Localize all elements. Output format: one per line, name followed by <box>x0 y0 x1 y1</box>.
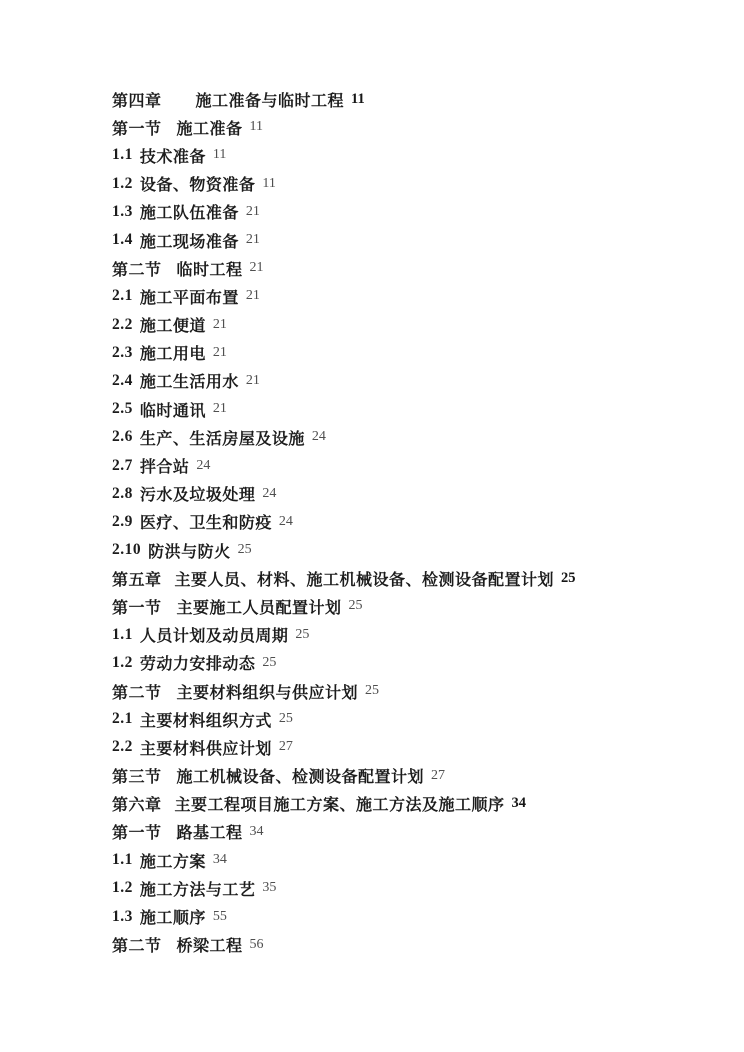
toc-entry-number: 1.1 <box>112 625 133 643</box>
toc-entry[interactable] <box>112 423 714 451</box>
toc-entry[interactable] <box>112 818 714 846</box>
toc-entry-title: 施工生活用水 <box>139 372 239 392</box>
toc-entry-page-number: 25 <box>348 598 363 614</box>
toc-entry-page-number: 11 <box>351 90 365 107</box>
toc-entry-page-number: 24 <box>196 457 211 473</box>
toc-entry-page-number: 55 <box>212 908 227 924</box>
toc-entry-number: 2.10 <box>112 541 142 559</box>
toc-entry[interactable] <box>112 649 714 677</box>
toc-entry[interactable] <box>112 931 714 959</box>
toc-entry[interactable] <box>112 451 714 479</box>
toc-entry-page-number: 21 <box>245 232 260 248</box>
toc-entry-number: 2.3 <box>112 343 133 361</box>
toc-entry-page-number: 25 <box>295 626 310 642</box>
toc-entry[interactable] <box>112 705 714 733</box>
toc-entry-page-number: 21 <box>212 316 227 332</box>
toc-entry-number: 第三节 <box>112 767 162 787</box>
toc-entry-title: 医疗、卫生和防疫 <box>139 513 272 533</box>
toc-entry-page-number: 11 <box>249 119 264 135</box>
toc-entry-title: 施工准备与临时工程 <box>195 90 345 110</box>
toc-entry[interactable] <box>112 339 714 367</box>
toc-entry[interactable] <box>112 592 714 620</box>
toc-entry-number: 第一节 <box>112 597 162 617</box>
toc-entry-number: 第一节 <box>112 823 162 843</box>
toc-entry-title: 桥梁工程 <box>176 936 243 956</box>
toc-entry-number: 1.1 <box>112 851 133 869</box>
toc-entry[interactable] <box>112 141 714 169</box>
toc-entry-page-number: 35 <box>262 880 277 896</box>
toc-entry-number: 2.2 <box>112 315 133 333</box>
toc-entry[interactable] <box>112 480 714 508</box>
toc-entry-number: 第二节 <box>112 936 162 956</box>
toc-entry-page-number: 56 <box>249 936 264 952</box>
toc-entry-number: 2.7 <box>112 456 133 474</box>
toc-entry[interactable] <box>112 395 714 423</box>
toc-entry-title: 主要工程项目施工方案、施工方法及施工顺序 <box>174 795 505 815</box>
toc-entry-page-number: 21 <box>212 401 227 417</box>
toc-entry-title: 施工用电 <box>139 344 206 364</box>
toc-entry-number: 2.4 <box>112 371 133 389</box>
toc-entry-page-number: 25 <box>278 711 293 727</box>
toc-entry[interactable] <box>112 762 714 790</box>
toc-entry-number: 1.2 <box>112 174 133 192</box>
toc-entry-number: 1.3 <box>112 202 133 220</box>
toc-entry-number: 1.1 <box>112 146 133 164</box>
toc-entry-title: 技术准备 <box>139 146 206 166</box>
toc-entry-title: 劳动力安排动态 <box>139 654 256 674</box>
toc-entry[interactable] <box>112 226 714 254</box>
toc-entry-page-number: 21 <box>245 288 260 304</box>
toc-entry[interactable] <box>112 198 714 226</box>
toc-entry-number: 第二节 <box>112 259 162 279</box>
toc-entry-page-number: 25 <box>561 569 576 586</box>
toc-entry-number: 第二节 <box>112 682 162 702</box>
toc-entry-title: 主要材料组织与供应计划 <box>176 682 359 702</box>
toc-list <box>112 85 714 959</box>
toc-entry-title: 生产、生活房屋及设施 <box>139 428 305 448</box>
toc-entry-title: 污水及垃圾处理 <box>139 485 256 505</box>
toc-entry[interactable] <box>112 564 714 592</box>
toc-entry-title: 施工队伍准备 <box>139 203 239 223</box>
toc-entry[interactable] <box>112 846 714 874</box>
toc-entry-number: 2.2 <box>112 738 133 756</box>
toc-entry[interactable] <box>112 902 714 930</box>
toc-entry-page-number: 11 <box>262 175 276 191</box>
toc-entry-title: 拌合站 <box>139 457 190 477</box>
toc-entry[interactable] <box>112 85 714 113</box>
toc-entry[interactable] <box>112 536 714 564</box>
toc-entry-number: 2.8 <box>112 484 133 502</box>
toc-entry[interactable] <box>112 113 714 141</box>
toc-entry-number: 2.1 <box>112 287 133 305</box>
toc-entry-title: 施工现场准备 <box>139 231 239 251</box>
toc-entry-page-number: 21 <box>249 260 264 276</box>
toc-entry-number: 第六章 <box>112 795 162 815</box>
toc-entry-title: 施工准备 <box>176 118 243 138</box>
toc-entry-number: 2.1 <box>112 710 133 728</box>
toc-entry-title: 临时通讯 <box>139 400 206 420</box>
toc-entry-number: 1.2 <box>112 653 133 671</box>
toc-entry[interactable] <box>112 874 714 902</box>
toc-entry-page-number: 25 <box>262 654 277 670</box>
toc-entry-title: 主要施工人员配置计划 <box>176 597 342 617</box>
toc-entry[interactable] <box>112 621 714 649</box>
toc-entry-page-number: 25 <box>365 683 380 699</box>
toc-entry-number: 2.6 <box>112 428 133 446</box>
toc-entry-title: 施工机械设备、检测设备配置计划 <box>176 767 425 787</box>
toc-entry[interactable] <box>112 254 714 282</box>
toc-entry-number: 1.3 <box>112 907 133 925</box>
toc-entry-number: 2.9 <box>112 512 133 530</box>
toc-entry-title: 主要材料供应计划 <box>139 738 272 758</box>
toc-entry-title: 设备、物资准备 <box>139 175 256 195</box>
toc-entry[interactable] <box>112 367 714 395</box>
toc-entry-number: 1.4 <box>112 231 133 249</box>
toc-entry-page-number: 24 <box>278 513 293 529</box>
toc-entry-page-number: 24 <box>311 429 326 445</box>
toc-entry-number: 1.2 <box>112 879 133 897</box>
toc-entry-number: 2.5 <box>112 400 133 418</box>
toc-entry-title: 主要材料组织方式 <box>139 710 272 730</box>
toc-entry-title: 施工便道 <box>139 316 206 336</box>
toc-entry-title: 防洪与防火 <box>148 541 231 561</box>
toc-entry-title: 施工平面布置 <box>139 287 239 307</box>
toc-entry-page-number: 21 <box>245 203 260 219</box>
toc-entry-title: 人员计划及动员周期 <box>139 626 289 646</box>
toc-entry[interactable] <box>112 282 714 310</box>
toc-entry[interactable] <box>112 508 714 536</box>
toc-entry-title: 路基工程 <box>176 823 243 843</box>
toc-entry-title: 临时工程 <box>176 259 243 279</box>
toc-entry-page-number: 25 <box>237 542 252 558</box>
toc-entry[interactable] <box>112 170 714 198</box>
toc-entry-page-number: 34 <box>511 795 527 812</box>
toc-entry-title: 施工顺序 <box>139 908 206 928</box>
toc-entry-page-number: 11 <box>212 147 227 163</box>
toc-entry-page-number: 24 <box>262 485 277 501</box>
toc-entry-number: 第四章 <box>112 90 162 110</box>
toc-entry-page-number: 27 <box>431 767 446 783</box>
toc-entry[interactable] <box>112 790 714 818</box>
toc-entry-page-number: 34 <box>212 852 227 868</box>
toc-entry[interactable] <box>112 311 714 339</box>
toc-entry-title: 主要人员、材料、施工机械设备、检测设备配置计划 <box>174 569 555 589</box>
toc-entry-page-number: 21 <box>245 372 260 388</box>
toc-entry-title: 施工方案 <box>139 851 206 871</box>
toc-entry-page-number: 27 <box>278 739 293 755</box>
toc-entry-number: 第五章 <box>112 569 162 589</box>
toc-entry-number: 第一节 <box>112 118 162 138</box>
toc-entry-page-number: 21 <box>212 344 227 360</box>
toc-entry[interactable] <box>112 677 714 705</box>
toc-entry[interactable] <box>112 733 714 761</box>
toc-entry-page-number: 34 <box>249 823 264 839</box>
toc-entry-title: 施工方法与工艺 <box>139 879 256 899</box>
